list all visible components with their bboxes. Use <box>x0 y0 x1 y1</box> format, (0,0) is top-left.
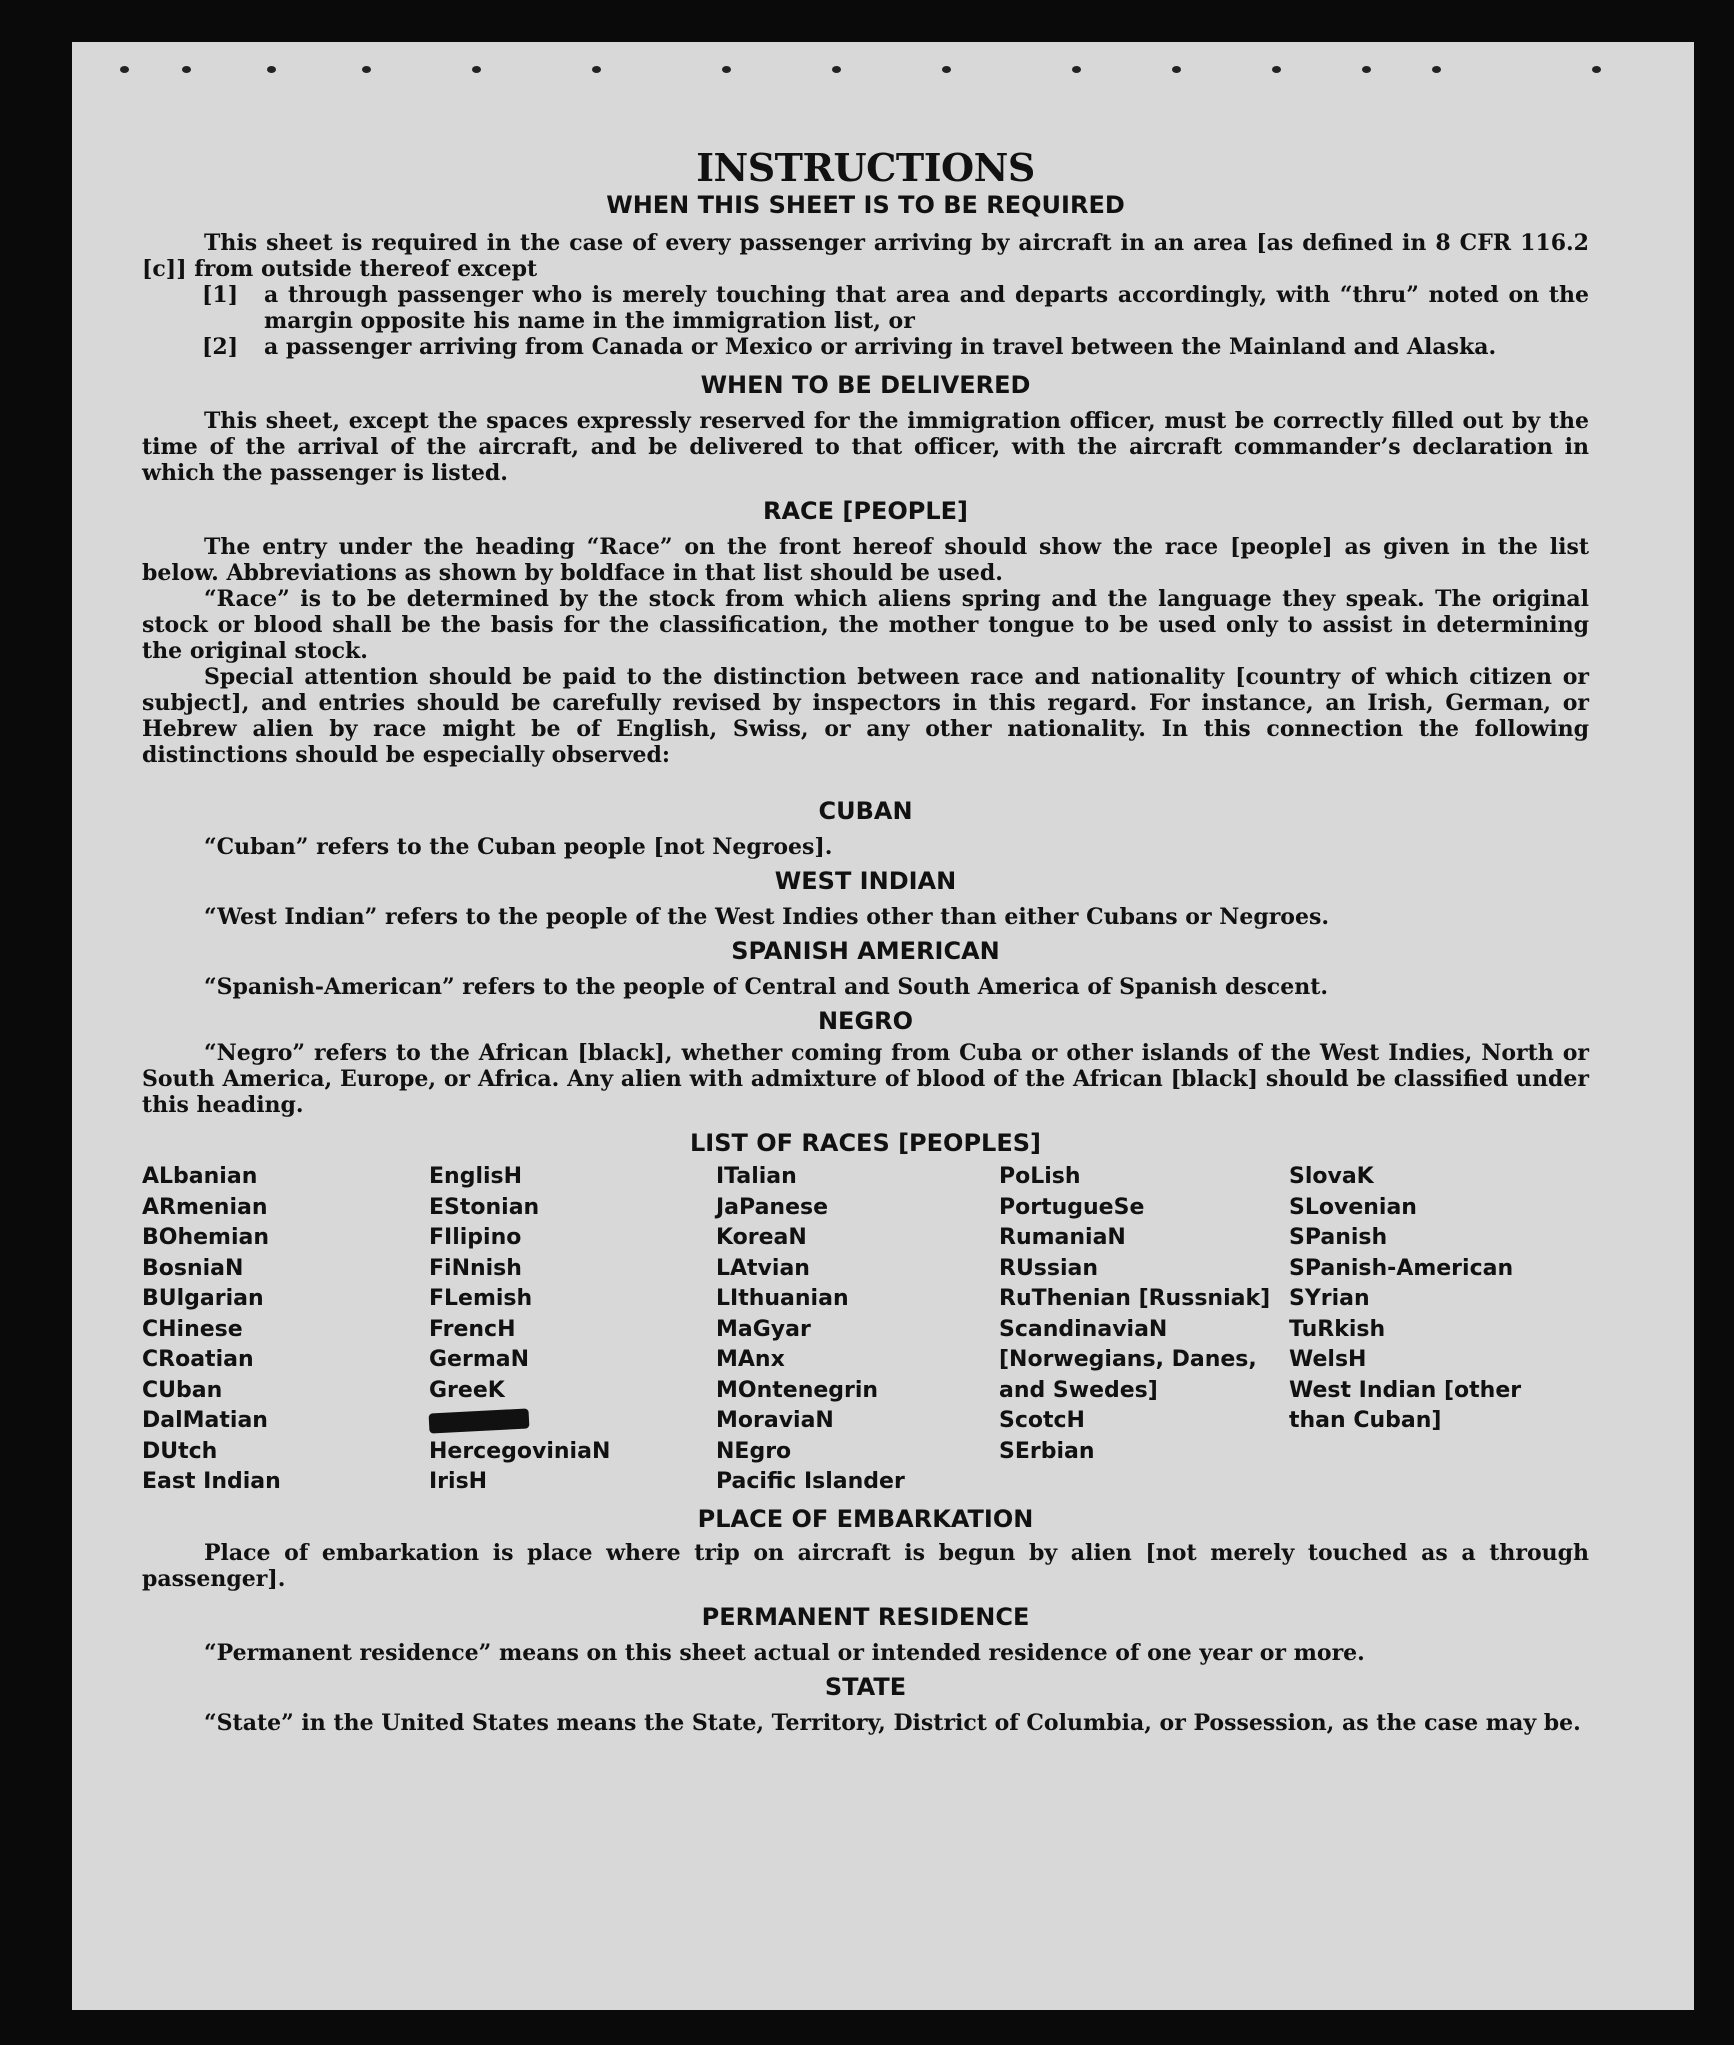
race-item: ITalian <box>716 1164 797 1189</box>
race-item: RuThenian [Russniak] <box>999 1286 1271 1311</box>
heading-west-indian: WEST INDIAN <box>774 867 957 895</box>
race-item: IrisH <box>429 1469 488 1494</box>
race-item: SErbian <box>999 1438 1095 1464</box>
race-item: BosniaN <box>142 1255 244 1281</box>
race-item: FIlipino <box>429 1225 522 1250</box>
race-item: FiNnish <box>429 1255 522 1281</box>
race-item: FrencH <box>429 1316 516 1342</box>
heading-when-required: WHEN THIS SHEET IS TO BE REQUIRED <box>606 191 1125 219</box>
race-item: CRoatian <box>142 1347 254 1372</box>
race-item: SYrian <box>1289 1286 1370 1311</box>
race-item: SPanish <box>1289 1225 1388 1250</box>
race-item: CHinese <box>142 1316 243 1342</box>
race-item: LIthuanian <box>716 1286 849 1311</box>
embarkation-text: Place of embarkation is place where trip on aircraft is begun by alien [not merely touched as a through passenger]. <box>142 1539 1589 1592</box>
race-item: PoLish <box>999 1164 1081 1189</box>
exception-item: [1] a through passenger who is merely touching that area and departs accordingly, with “thru” noted on the margin opposite his name in the immigration list, or <box>202 282 1589 334</box>
race-item: MaGyar <box>716 1316 811 1342</box>
race-item: NEgro <box>716 1438 792 1464</box>
delivered-paragraph: This sheet, except the spaces expressly reserved for the immigration officer, must be correctly filled out by the time of the arrival of the aircraft, and be delivered to that officer, with the aircraft commander’s declaration in which the passenger is listed. <box>142 408 1589 486</box>
state-text: “State” in the United States means the State, Territory, District of Columbia, or Possession, as the case may be. <box>204 1709 1581 1736</box>
residence-text: “Permanent residence” means on this sheet actual or intended residence of one year or more. <box>204 1639 1365 1666</box>
heading-embarkation: PLACE OF EMBARKATION <box>697 1504 1034 1533</box>
race-item: MAnx <box>716 1347 785 1372</box>
race-column-2 <box>429 1162 716 1498</box>
race-item: DalMatian <box>142 1408 268 1433</box>
race-column-1 <box>142 1162 429 1498</box>
race-item: ScandinaviaN [Norwegians, Danes, and Swedes] <box>999 1316 1257 1403</box>
required-paragraph: This sheet is required in the case of every passenger arriving by aircraft in an area [as defined in 8 CFR 116.2 [c]] from outside thereof except <box>142 230 1589 282</box>
race-item: MOntenegrin <box>716 1377 879 1403</box>
heading-list-of-races: LIST OF RACES [PEOPLES] <box>690 1129 1041 1157</box>
west-indian-text: “West Indian” refers to the people of the West Indies other than either Cubans or Negroes. <box>204 904 1330 930</box>
race-item: KoreaN <box>716 1225 807 1250</box>
punch-holes <box>72 66 1694 86</box>
race-item: West Indian [other than Cuban] <box>1289 1377 1522 1433</box>
race-item: SlovaK <box>1289 1164 1374 1189</box>
heading-state: STATE <box>824 1672 907 1701</box>
race-item: FLemish <box>429 1286 533 1311</box>
race-item: SLovenian <box>1289 1194 1417 1220</box>
race-item: LAtvian <box>716 1255 810 1281</box>
race-item: BOhemian <box>142 1225 270 1250</box>
instruction-sheet <box>72 42 1694 2010</box>
race-column-3 <box>716 1162 999 1498</box>
race-list <box>142 1162 1589 1498</box>
race-paragraph-1: The entry under the heading “Race” on the front hereof should show the race [people] as given in the list below. Abbreviations as shown by boldface in that list should be used. <box>142 534 1589 586</box>
race-item: EnglisH <box>429 1164 523 1189</box>
race-item: SPanish-American <box>1289 1255 1514 1281</box>
race-item: EStonian <box>429 1194 540 1220</box>
heading-negro: NEGRO <box>817 1007 914 1035</box>
race-paragraph-3: Special attention should be paid to the distinction between race and nationality [country of which citizen or subject], and entries should be carefully revised by inspectors in this regard. For instance, an Irish, German, or Hebrew alien by race might be of English, Swiss, or any other nationality. In this connection the following distinctions should be especially observed: <box>142 664 1589 768</box>
exception-item: [2] a passenger arriving from Canada or Mexico or arriving in travel between the Mainland and Alaska. <box>202 334 1497 360</box>
spanish-american-text: “Spanish-American” refers to the people of Central and South America of Spanish descent. <box>204 974 1329 1000</box>
heading-permanent-residence: PERMANENT RESIDENCE <box>701 1602 1030 1631</box>
race-item: East Indian <box>142 1469 281 1494</box>
race-item: CUban <box>142 1377 223 1403</box>
redacted-entry <box>429 1406 716 1437</box>
race-item: Pacific Islander <box>716 1469 905 1494</box>
race-paragraph-2: “Race” is to be determined by the stock from which aliens spring and the language they speak. The original stock or blood shall be the basis for the classification, the mother tongue to be used only to assist in determining the original stock. <box>142 586 1589 664</box>
race-item: JaPanese <box>716 1194 829 1220</box>
race-item: RUssian <box>999 1255 1099 1281</box>
race-item: ALbanian <box>142 1164 258 1189</box>
heading-when-delivered: WHEN TO BE DELIVERED <box>700 371 1031 399</box>
race-item: BUlgarian <box>142 1286 264 1311</box>
race-item: GreeK <box>429 1377 505 1403</box>
heading-race: RACE [PEOPLE] <box>762 497 969 525</box>
race-column-4 <box>999 1162 1289 1498</box>
race-item: PortugueSe <box>999 1194 1145 1220</box>
race-item: DUtch <box>142 1438 218 1464</box>
race-column-5 <box>1289 1162 1549 1498</box>
race-item: GermaN <box>429 1347 530 1372</box>
negro-text: “Negro” refers to the African [black], whether coming from Cuba or other islands of the West Indies, North or South America, Europe, or Africa. Any alien with admixture of blood of the African [black] should be classified under this heading. <box>142 1040 1589 1118</box>
race-item: ScotcH <box>999 1408 1085 1433</box>
heading-cuban: CUBAN <box>818 797 913 825</box>
race-item: ARmenian <box>142 1194 268 1220</box>
page-title: INSTRUCTIONS <box>696 145 1035 190</box>
heading-spanish-american: SPANISH AMERICAN <box>731 937 1000 965</box>
race-item: MoraviaN <box>716 1408 834 1433</box>
cuban-text: “Cuban” refers to the Cuban people [not Negroes]. <box>204 834 833 860</box>
race-item: TuRkish <box>1289 1316 1386 1342</box>
race-item: RumaniaN <box>999 1225 1126 1250</box>
race-item: WelsH <box>1289 1347 1367 1372</box>
race-item: HercegoviniaN <box>429 1438 611 1464</box>
